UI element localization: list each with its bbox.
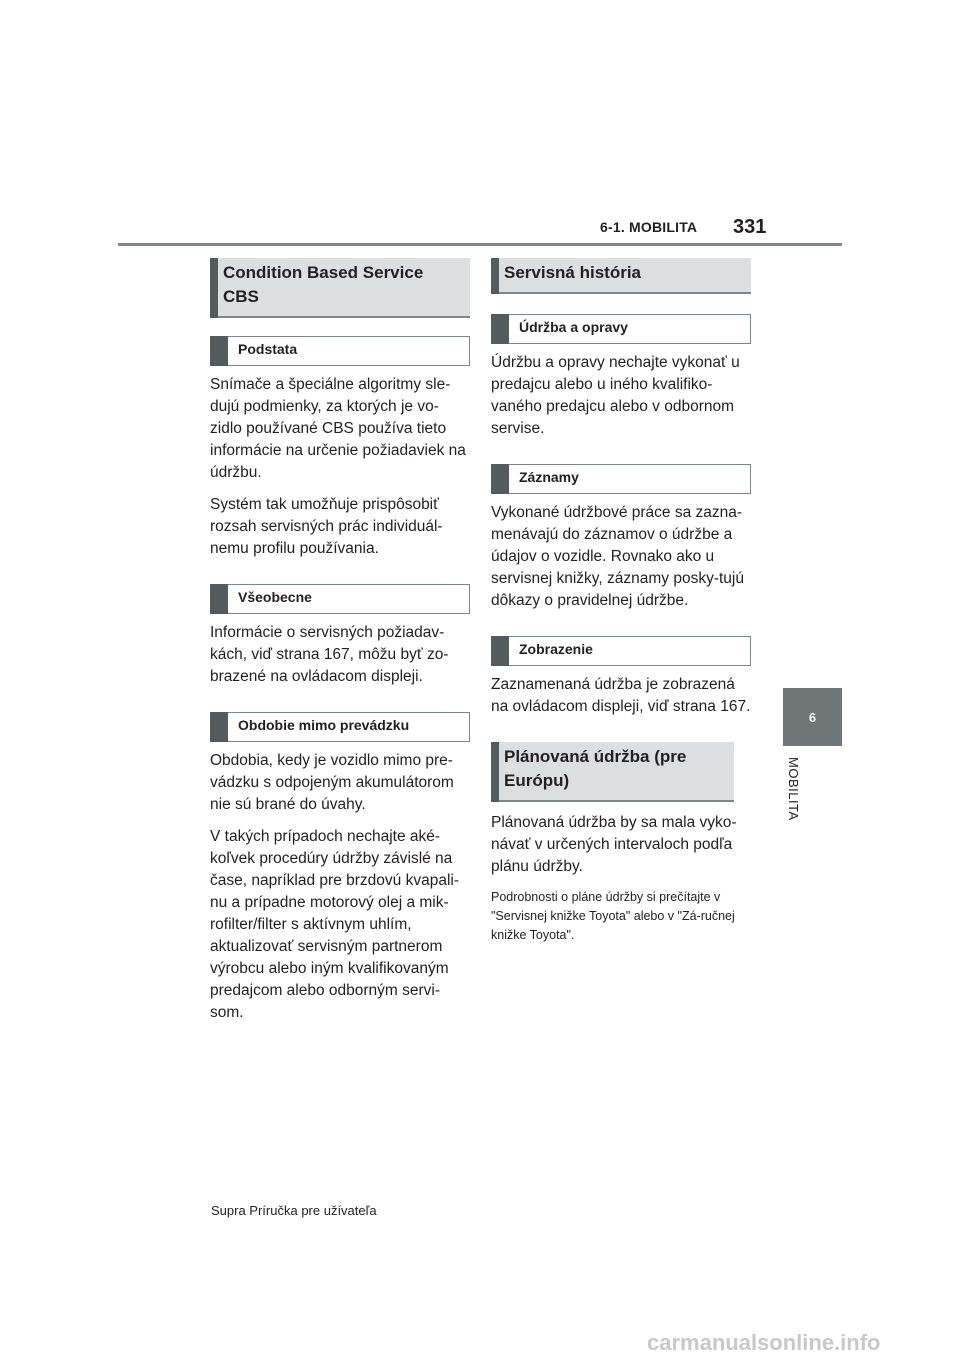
paragraph: Obdobia, kedy je vozidlo mimo pre-vádzku s odpojeným akumulátorom nie sú brané do úvahy. bbox=[210, 752, 454, 813]
header-rule bbox=[118, 243, 842, 246]
paragraph: Systém tak umožňuje prispôsobiť rozsah servisných prác individuál-nemu profilu používania. bbox=[210, 496, 443, 557]
paragraph: Údržbu a opravy nechajte vykonať u predajcu alebo u iného kvalifiko-vaného predajcu alebo v odbornom servise. bbox=[491, 354, 740, 437]
paragraph: Snímače a špeciálne algoritmy sle-dujú podmienky, za ktorých je vo-zidlo používané CBS používa tieto informácie na určenie požiadaviek na údržbu. bbox=[210, 376, 466, 481]
subheading-udrzba: Údržba a opravy bbox=[491, 314, 751, 344]
paragraph: V takých prípadoch nechajte aké-koľvek procedúry údržby závislé na čase, napríklad pre brzdovú kvapali-nu a prípadne motorový olej a mik-rofilter/filter s aktívnym uhlím, aktualizovať servisným partnerom výrobcu alebo iným kvalifikovaným predajcom alebo odborným servi-som. bbox=[210, 828, 459, 1021]
paragraph: Plánovaná údržba by sa mala vyko-návať v určených intervaloch podľa plánu údržby. bbox=[491, 814, 737, 875]
subheading-zaznamy: Záznamy bbox=[491, 464, 751, 494]
footer-text: Supra Príručka pre užívateľa bbox=[211, 1203, 377, 1218]
chapter-tab: 6 bbox=[783, 688, 842, 746]
paragraph: Informácie o servisných požiadav-kách, viď strana 167, môžu byť zo-brazené na ovládacom displeji. bbox=[210, 624, 449, 685]
subheading-obdobie: Obdobie mimo prevádzku bbox=[210, 712, 470, 742]
section-title-servisna-historia: Servisná história bbox=[491, 258, 751, 294]
left-column bbox=[210, 258, 470, 1034]
section-title-planovana-udrzba: Plánovaná údržba (pre Európu) bbox=[491, 742, 734, 802]
chapter-tab-label: MOBILITA bbox=[786, 757, 801, 821]
right-column bbox=[491, 258, 751, 955]
note: Podrobnosti o pláne údržby si prečítajte v "Servisnej knižke Toyota" alebo v "Zá-ručnej knižke Toyota". bbox=[491, 890, 735, 942]
subheading-vseobecne: Všeobecne bbox=[210, 584, 470, 614]
section-title-cbs: Condition Based Service CBS bbox=[210, 258, 470, 318]
paragraph: Vykonané údržbové práce sa zazna-menávajú do záznamov o údržbe a údajov o vozidle. Rovnako ako u servisnej knižky, záznamy posky-tujú dôkazy o pravidelnej údržbe. bbox=[491, 504, 744, 609]
subheading-podstata: Podstata bbox=[210, 336, 470, 366]
subheading-zobrazenie: Zobrazenie bbox=[491, 636, 751, 666]
chapter-header: 6-1. MOBILITA bbox=[600, 219, 698, 235]
page-number: 331 bbox=[733, 216, 767, 238]
paragraph: Zaznamenaná údržba je zobrazená na ovládacom displeji, viď strana 167. bbox=[491, 676, 751, 715]
watermark: carmanualsonline.info bbox=[647, 1330, 881, 1355]
